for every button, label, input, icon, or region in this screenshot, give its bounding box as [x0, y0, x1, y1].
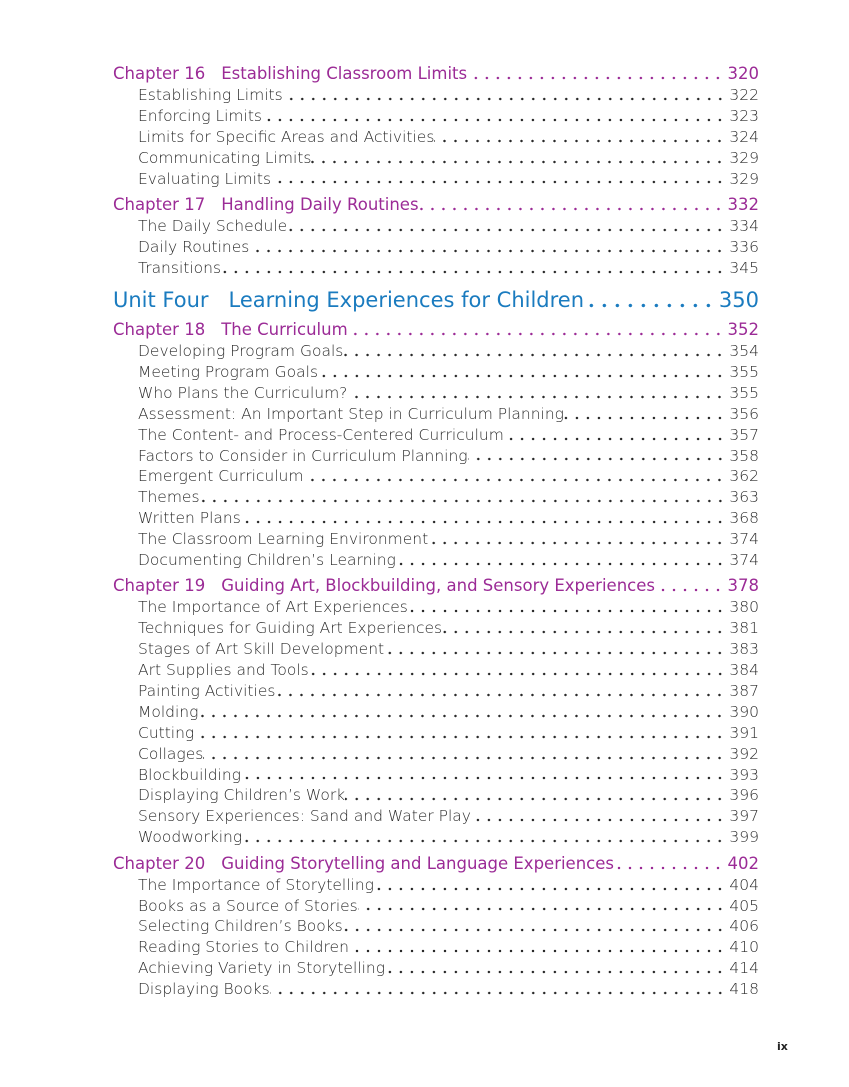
dot-leader — [408, 609, 726, 613]
dot-leader — [504, 437, 726, 441]
page-ref: 405 — [729, 896, 759, 915]
dot-leader — [384, 651, 725, 655]
page-ref: 418 — [729, 980, 759, 999]
unit-title: Learning Experiences for Children — [228, 287, 585, 312]
dot-leader — [349, 949, 726, 953]
dot-leader — [396, 562, 726, 566]
dot-leader — [198, 714, 725, 718]
page-ref: 350 — [718, 287, 759, 312]
dot-leader — [241, 520, 726, 524]
section-entry[interactable] — [113, 979, 759, 1000]
page-ref: 332 — [727, 194, 759, 214]
section-title: Achieving Variety in Storytelling — [138, 959, 386, 978]
section-title: Evaluating Limits — [138, 169, 272, 188]
chapter-title: Guiding Storytelling and Language Experiences — [221, 853, 614, 873]
section-entry[interactable] — [113, 896, 759, 917]
section-entry[interactable] — [113, 916, 759, 937]
section-entry[interactable] — [113, 597, 759, 618]
dot-leader — [471, 818, 725, 822]
page-ref: 363 — [729, 488, 759, 507]
page-ref: 354 — [729, 342, 759, 361]
section-entry[interactable] — [113, 660, 759, 681]
page-ref: 355 — [729, 363, 759, 382]
section-title: Stages of Art Skill Development — [138, 640, 385, 659]
dot-leader — [242, 839, 725, 843]
section-title: Displaying Children’s Work — [138, 786, 346, 805]
unit-entry[interactable] — [113, 285, 759, 315]
dot-leader — [318, 374, 725, 378]
dot-leader — [275, 693, 725, 697]
page-ref: 384 — [729, 661, 759, 680]
section-entry[interactable] — [113, 404, 759, 425]
chapter-title: Guiding Art, Blockbuilding, and Sensory Experiences — [221, 576, 655, 596]
section-entry[interactable] — [113, 806, 759, 827]
section-title: The Importance of Art Experiences — [138, 598, 408, 617]
page-ref: 345 — [729, 258, 759, 277]
section-title: Blockbuilding — [138, 765, 241, 784]
section-entry[interactable] — [113, 875, 759, 896]
page-ref: 397 — [729, 807, 759, 826]
section-entry[interactable] — [113, 550, 759, 571]
section-title: Documenting Children’s Learning — [138, 551, 396, 570]
page-ref: 324 — [729, 127, 759, 146]
section-title: Woodworking — [138, 828, 243, 847]
section-entry[interactable] — [113, 618, 759, 639]
section-title: Written Plans — [138, 509, 241, 528]
page-ref: 404 — [729, 875, 759, 894]
section-title: Displaying Books — [138, 980, 270, 999]
section-entry[interactable] — [113, 169, 759, 190]
section-entry[interactable] — [113, 106, 759, 127]
chapter-label: Chapter 18 — [113, 320, 206, 340]
page-ref: 378 — [727, 576, 759, 596]
dot-leader — [467, 76, 723, 80]
dot-leader — [303, 478, 725, 482]
dot-leader — [194, 735, 725, 739]
page-ref: 334 — [729, 216, 759, 235]
chapter-title: Handling Daily Routines — [221, 194, 419, 214]
page-ref: 357 — [729, 425, 759, 444]
chapter-entry[interactable] — [113, 194, 759, 216]
section-title: The Classroom Learning Environment — [138, 530, 429, 549]
dot-leader — [442, 630, 725, 634]
dot-leader — [309, 672, 726, 676]
chapter-title: Establishing Classroom Limits — [221, 64, 468, 83]
page-ref: 355 — [729, 383, 759, 402]
dot-leader — [374, 887, 725, 891]
section-title: Cutting — [138, 723, 195, 742]
dot-leader — [343, 928, 726, 932]
section-entry[interactable] — [113, 508, 759, 529]
page-ref: 362 — [729, 467, 759, 486]
section-entry[interactable] — [113, 958, 759, 979]
section-title: The Importance of Storytelling — [138, 875, 374, 894]
section-entry[interactable] — [113, 446, 759, 467]
chapter-entry[interactable] — [113, 319, 759, 341]
section-entry[interactable] — [113, 341, 759, 362]
dot-leader — [271, 180, 725, 184]
section-title: Themes — [138, 488, 200, 507]
dot-leader — [655, 588, 724, 592]
page-ref: 402 — [727, 853, 759, 873]
section-title: Reading Stories to Children — [138, 938, 349, 957]
page-ref: 358 — [729, 446, 759, 465]
section-entry[interactable] — [113, 723, 759, 744]
dot-leader — [262, 118, 725, 122]
page-ref: 323 — [729, 106, 759, 125]
page-ref: 393 — [729, 765, 759, 784]
dot-leader — [343, 353, 725, 357]
section-entry[interactable] — [113, 85, 759, 106]
page-ref: 406 — [729, 917, 759, 936]
dot-leader — [434, 139, 725, 143]
page-ref: 391 — [729, 723, 759, 742]
chapter-label: Chapter 19 — [113, 576, 206, 596]
page-ref: 380 — [729, 598, 759, 617]
section-title: The Content- and Process-Centered Curriculum — [138, 425, 504, 444]
section-entry[interactable] — [113, 937, 759, 958]
page-number: ix — [777, 1040, 788, 1053]
page-ref: 322 — [729, 86, 759, 104]
section-title: Molding — [138, 702, 199, 721]
section-entry[interactable] — [113, 681, 759, 702]
dot-leader — [385, 970, 725, 974]
section-entry[interactable] — [113, 529, 759, 550]
section-entry[interactable] — [113, 237, 759, 258]
dot-leader — [241, 776, 725, 780]
chapter-title: The Curriculum — [221, 320, 348, 340]
section-entry[interactable] — [113, 148, 759, 169]
chapter-label: Chapter 17 — [113, 194, 206, 214]
section-entry[interactable] — [113, 425, 759, 446]
page-ref: 329 — [729, 148, 759, 167]
dot-leader — [287, 228, 725, 232]
dot-leader — [564, 416, 725, 420]
section-title: Collages — [138, 744, 204, 763]
section-title: Emergent Curriculum — [138, 467, 304, 486]
section-title: Assessment: An Important Step in Curriculum Planning — [138, 404, 564, 423]
section-entry[interactable] — [113, 362, 759, 383]
section-title: Enforcing Limits — [138, 106, 262, 125]
page-ref: 374 — [729, 530, 759, 549]
dot-leader — [283, 97, 726, 101]
section-title: Daily Routines — [138, 237, 250, 256]
unit-label: Unit Four — [113, 287, 209, 312]
section-title: Factors to Consider in Curriculum Planning — [138, 446, 468, 465]
page-ref: 399 — [729, 828, 759, 847]
section-title: The Daily Schedule — [138, 216, 288, 235]
section-entry[interactable] — [113, 127, 759, 148]
page-ref: 374 — [729, 551, 759, 570]
section-title: Selecting Children’s Books — [138, 917, 343, 936]
section-entry[interactable] — [113, 765, 759, 786]
page-ref: 336 — [729, 237, 759, 256]
chapter-entry[interactable] — [113, 575, 759, 597]
section-title: Sensory Experiences: Sand and Water Play — [138, 807, 471, 826]
section-entry[interactable] — [113, 258, 759, 279]
page-ref: 381 — [729, 619, 759, 638]
dot-leader — [614, 866, 724, 870]
section-title: Painting Activities — [138, 681, 276, 700]
section-title: Books as a Source of Stories — [138, 896, 358, 915]
section-entry[interactable] — [113, 827, 759, 848]
page-ref: 387 — [729, 681, 759, 700]
section-title: Communicating Limits — [138, 148, 312, 167]
section-entry[interactable] — [113, 744, 759, 765]
dot-leader — [468, 457, 726, 461]
page-ref: 320 — [727, 64, 759, 83]
dot-leader — [249, 249, 725, 253]
page-ref: 410 — [729, 938, 759, 957]
dot-leader — [347, 395, 725, 399]
section-title: Art Supplies and Tools — [138, 661, 309, 680]
page-ref: 329 — [729, 169, 759, 188]
dot-leader — [428, 541, 725, 545]
dot-leader — [345, 797, 725, 801]
dot-leader — [221, 270, 725, 274]
section-entry[interactable] — [113, 216, 759, 237]
page-ref: 396 — [729, 786, 759, 805]
page-ref: 356 — [729, 404, 759, 423]
section-title: Transitions — [138, 258, 222, 277]
section-entry[interactable] — [113, 487, 759, 508]
chapter-label: Chapter 20 — [113, 853, 206, 873]
page-ref: 352 — [727, 320, 759, 340]
section-title: Who Plans the Curriculum? — [138, 383, 348, 402]
section-title: Techniques for Guiding Art Experiences — [138, 619, 443, 638]
page-ref: 390 — [729, 702, 759, 721]
dot-leader — [203, 756, 725, 760]
section-entry[interactable] — [113, 639, 759, 660]
section-entry[interactable] — [113, 466, 759, 487]
page-ref: 414 — [729, 959, 759, 978]
section-title: Limits for Specific Areas and Activities — [138, 127, 435, 146]
chapter-entry[interactable] — [113, 63, 759, 85]
page-ref: 368 — [729, 509, 759, 528]
dot-leader — [200, 499, 726, 503]
dot-leader — [270, 991, 726, 995]
dot-leader — [348, 332, 724, 336]
chapter-label: Chapter 16 — [113, 64, 206, 83]
section-title: Meeting Program Goals — [138, 363, 319, 382]
section-entry[interactable] — [113, 785, 759, 806]
page-ref: 392 — [729, 744, 759, 763]
section-entry[interactable] — [113, 383, 759, 404]
dot-leader — [419, 207, 724, 211]
dot-leader — [358, 907, 726, 911]
page-ref: 383 — [729, 640, 759, 659]
dot-leader — [311, 160, 725, 164]
table-of-contents — [113, 63, 759, 1000]
dot-leader — [584, 303, 715, 308]
section-title: Establishing Limits — [138, 86, 283, 104]
chapter-entry[interactable] — [113, 853, 759, 875]
section-entry[interactable] — [113, 702, 759, 723]
section-title: Developing Program Goals — [138, 342, 344, 361]
